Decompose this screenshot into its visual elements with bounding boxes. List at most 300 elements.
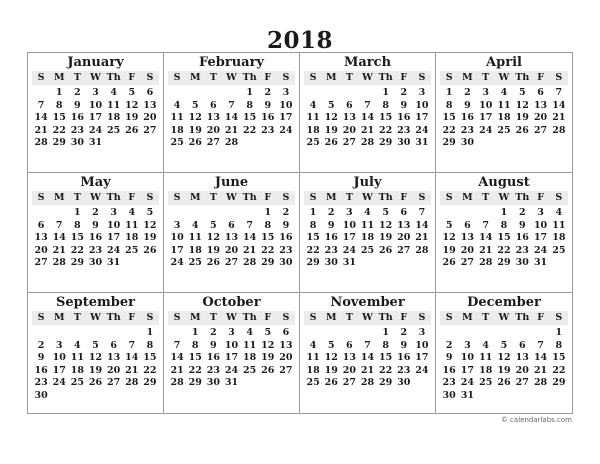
day-cell: 15 [188,352,202,363]
day-cell: 27 [342,137,356,148]
day-cell: 12 [261,339,275,351]
weekday-label: S [309,192,317,203]
day-cell: 14 [243,232,257,243]
day-cell: 14 [479,232,493,243]
weekday-label: S [173,72,181,83]
day-cell: 17 [224,352,239,363]
weekday-label: S [309,312,317,323]
day-cell: 27 [460,257,475,268]
day-cell: 17 [342,232,356,243]
day-cell: 5 [500,339,508,351]
day-cell: 14 [125,352,139,363]
empty-day-cell [32,87,50,100]
day-cell: 12 [88,352,103,363]
day-cell: 19 [379,232,393,243]
day-cell: 8 [74,219,81,231]
empty-day-cell [440,207,458,220]
day-cell: 4 [482,339,490,351]
day-grid [168,327,295,390]
weekday-label: S [37,312,45,323]
day-cell: 20 [224,244,239,256]
day-cell: 2 [518,207,526,218]
weekday-label: M [189,312,201,323]
weekday-label: M [189,72,201,83]
day-cell: 11 [360,219,375,231]
day-cell: 10 [224,339,239,351]
day-cell: 28 [34,137,48,148]
day-cell: 29 [261,257,275,268]
day-cell: 14 [170,352,184,363]
day-cell: 21 [52,244,66,256]
weekday-label: S [418,192,426,203]
weekday-header [440,311,568,325]
weekday-label: M [53,312,65,323]
day-cell: 27 [342,377,356,388]
day-cell: 10 [170,232,184,243]
day-cell: 27 [224,257,239,268]
day-cell: 19 [88,364,103,376]
day-cell: 12 [143,219,157,231]
day-cell: 3 [346,207,353,218]
day-grid [304,327,431,390]
day-cell: 21 [170,364,184,376]
month-name: October [202,295,261,310]
day-cell: 11 [70,352,84,363]
day-cell: 31 [415,137,429,148]
day-cell: 29 [52,137,66,148]
day-cell: 12 [442,232,456,243]
day-cell: 8 [309,219,317,231]
day-cell: 6 [400,207,408,218]
day-cell: 2 [92,207,99,218]
day-cell: 24 [224,364,239,376]
weekday-label: Th [106,72,121,83]
weekday-label: S [555,72,563,83]
weekday-label: F [264,72,272,83]
empty-day-cell [204,207,222,220]
day-cell: 6 [537,87,544,98]
day-cell: 4 [173,99,181,111]
month-name: December [467,295,541,310]
day-cell: 16 [206,352,220,363]
weekday-label: W [362,192,373,203]
weekday-label: W [498,72,510,83]
weekday-label: F [128,192,136,203]
day-cell: 12 [206,232,220,243]
day-cell: 4 [309,99,317,111]
day-cell: 3 [282,87,290,98]
day-cell: 4 [500,87,508,98]
day-cell: 7 [537,339,544,351]
day-cell: 5 [518,87,526,98]
day-cell: 11 [552,219,566,231]
weekday-label: W [90,72,101,83]
day-cell: 4 [128,207,136,218]
weekday-header [32,71,159,85]
day-cell: 8 [55,99,63,111]
weekday-label: T [209,192,217,203]
day-cell: 31 [107,257,121,268]
day-cell: 18 [125,232,139,243]
day-cell: 4 [74,339,81,351]
day-cell: 14 [360,112,375,123]
day-cell: 30 [515,257,529,268]
day-cell: 25 [107,124,121,136]
empty-day-cell [495,327,513,340]
day-cell: 24 [107,244,121,256]
weekday-label: S [146,72,154,83]
day-cell: 23 [261,124,275,136]
month-name: May [80,175,111,190]
day-cell: 19 [188,124,202,136]
day-cell: 22 [379,124,393,136]
weekday-label: F [537,192,544,203]
weekday-label: S [282,72,290,83]
day-cell: 25 [243,364,257,376]
weekday-label: T [73,192,81,203]
day-cell: 7 [418,207,426,218]
empty-day-cell [168,327,186,340]
day-cell: 6 [282,327,290,338]
day-cell: 28 [552,124,566,136]
weekday-label: F [128,72,136,83]
day-cell: 4 [110,87,117,98]
day-cell: 30 [70,137,84,148]
weekday-label: S [445,72,453,83]
day-cell: 27 [34,257,48,268]
weekday-label: Th [106,312,121,323]
month-october [164,293,300,413]
weekday-label: F [264,192,272,203]
day-cell: 19 [324,364,338,376]
day-cell: 30 [324,257,338,268]
day-cell: 19 [515,112,529,123]
empty-day-cell [50,207,68,220]
day-cell: 4 [364,207,371,218]
day-cell: 3 [173,219,181,231]
day-cell: 22 [442,124,456,136]
weekday-label: F [264,312,272,323]
empty-day-cell [168,87,186,100]
day-cell: 8 [191,339,199,351]
empty-day-cell [458,327,476,340]
day-cell: 7 [364,99,371,111]
day-cell: 6 [346,99,353,111]
day-cell: 3 [110,207,117,218]
day-cell: 16 [397,352,411,363]
day-cell: 26 [125,124,139,136]
weekday-label: S [309,72,317,83]
day-cell: 19 [125,112,139,123]
month-july [300,173,436,293]
day-grid [304,87,431,150]
day-cell: 18 [188,244,202,256]
day-cell: 24 [479,124,493,136]
day-cell: 28 [533,377,548,388]
weekday-label: F [400,72,408,83]
day-cell: 3 [55,339,63,351]
day-cell: 24 [88,124,103,136]
weekday-header [304,311,431,325]
day-cell: 2 [264,87,272,98]
day-cell: 8 [445,99,453,111]
day-cell: 12 [125,99,139,111]
day-cell: 15 [379,352,393,363]
day-cell: 26 [515,124,529,136]
day-cell: 14 [34,112,48,123]
day-cell: 14 [52,232,66,243]
day-cell: 1 [445,87,453,98]
day-cell: 21 [125,364,139,376]
day-cell: 16 [324,232,338,243]
weekday-label: Th [242,72,257,83]
day-cell: 12 [515,99,529,111]
day-cell: 20 [533,112,548,123]
day-cell: 10 [88,99,103,111]
weekday-label: Th [515,72,530,83]
month-march [300,53,436,173]
day-cell: 2 [37,339,45,351]
day-cell: 19 [143,232,157,243]
day-cell: 4 [555,207,563,218]
month-august [436,173,572,293]
day-cell: 13 [460,232,475,243]
weekday-label: M [53,72,65,83]
day-cell: 5 [445,219,453,231]
empty-day-cell [340,327,358,340]
day-cell: 8 [500,219,508,231]
day-cell: 2 [210,327,217,338]
day-cell: 17 [107,232,121,243]
weekday-label: W [498,192,510,203]
day-cell: 17 [170,244,184,256]
day-cell: 26 [497,377,511,388]
weekday-label: W [362,312,373,323]
day-cell: 22 [552,364,566,376]
empty-day-cell [513,327,531,340]
month-november [300,293,436,413]
day-cell: 1 [309,207,317,218]
day-cell: 14 [224,112,239,123]
day-cell: 23 [206,364,220,376]
day-cell: 8 [555,339,563,351]
day-cell: 13 [279,339,293,351]
day-cell: 18 [360,232,375,243]
day-cell: 9 [518,219,526,231]
day-cell: 7 [482,219,490,231]
weekday-label: T [345,192,353,203]
day-cell: 28 [170,377,184,388]
day-cell: 29 [379,137,393,148]
empty-day-cell [168,207,186,220]
day-cell: 7 [173,339,181,351]
day-cell: 21 [415,232,429,243]
day-cell: 27 [206,137,220,148]
day-grid [304,207,431,270]
day-cell: 30 [206,377,220,388]
weekday-label: S [555,192,563,203]
day-cell: 7 [364,339,371,351]
day-cell: 17 [279,112,293,123]
day-cell: 8 [264,219,272,231]
day-cell: 31 [342,257,356,268]
day-cell: 29 [143,377,157,388]
day-cell: 13 [342,112,356,123]
day-cell: 27 [533,124,548,136]
empty-day-cell [222,87,240,100]
empty-day-cell [358,327,376,340]
weekday-label: T [209,312,217,323]
empty-day-cell [340,87,358,100]
day-cell: 11 [306,112,320,123]
day-cell: 26 [261,364,275,376]
year-title: 2018 [266,27,333,54]
empty-day-cell [105,327,123,340]
day-cell: 20 [34,244,48,256]
day-cell: 22 [52,124,66,136]
empty-day-cell [322,87,340,100]
weekday-header [168,311,295,325]
calendar-grid [27,52,573,414]
weekday-label: M [462,312,473,323]
day-cell: 19 [497,364,511,376]
day-cell: 3 [228,327,235,338]
weekday-label: Th [242,312,257,323]
weekday-label: F [400,192,408,203]
day-cell: 9 [264,99,272,111]
day-cell: 25 [70,377,84,388]
day-cell: 26 [442,257,456,268]
day-cell: 26 [88,377,103,388]
day-cell: 24 [415,364,429,376]
day-cell: 3 [464,339,471,351]
weekday-label: M [325,192,337,203]
day-grid [32,207,159,270]
weekday-label: F [128,312,136,323]
weekday-label: Th [515,192,530,203]
weekday-header [168,71,295,85]
day-cell: 6 [518,339,526,351]
day-cell: 5 [191,99,199,111]
day-cell: 9 [400,99,408,111]
day-cell: 29 [552,377,566,388]
day-cell: 30 [88,257,103,268]
weekday-label: T [482,312,490,323]
weekday-header [304,71,431,85]
empty-day-cell [32,207,50,220]
weekday-label: S [37,192,45,203]
day-grid [168,87,295,150]
day-cell: 7 [228,99,235,111]
weekday-label: S [445,312,453,323]
month-name: November [330,295,405,310]
weekday-label: W [226,312,237,323]
day-cell: 24 [279,124,293,136]
empty-day-cell [241,207,259,220]
day-cell: 20 [107,364,121,376]
day-cell: 18 [479,364,493,376]
day-cell: 16 [279,232,293,243]
day-cell: 21 [479,244,493,256]
day-cell: 25 [497,124,511,136]
empty-day-cell [304,87,322,100]
day-cell: 10 [342,219,356,231]
day-cell: 11 [306,352,320,363]
day-cell: 5 [146,207,154,218]
site-credit: © calendarlabs.com [500,416,572,424]
empty-day-cell [123,327,141,340]
day-cell: 15 [261,232,275,243]
day-cell: 4 [191,219,199,231]
day-cell: 27 [143,124,157,136]
day-cell: 18 [552,232,566,243]
day-cell: 22 [188,364,202,376]
weekday-header [32,191,159,205]
month-name: August [478,175,530,190]
weekday-label: F [537,72,544,83]
day-cell: 13 [533,99,548,111]
month-may [28,173,164,293]
day-cell: 16 [460,112,475,123]
empty-day-cell [322,327,340,340]
day-cell: 30 [460,137,475,148]
weekday-label: M [189,192,201,203]
day-cell: 28 [224,137,239,148]
day-cell: 24 [52,377,66,388]
day-grid [440,327,568,402]
day-cell: 25 [479,377,493,388]
day-cell: 24 [170,257,184,268]
day-cell: 10 [460,352,475,363]
day-cell: 20 [460,244,475,256]
weekday-label: S [282,312,290,323]
day-cell: 3 [418,87,426,98]
day-cell: 17 [52,364,66,376]
weekday-label: F [537,312,544,323]
weekday-label: M [325,312,337,323]
day-cell: 10 [479,99,493,111]
day-cell: 3 [482,87,490,98]
weekday-label: S [282,192,290,203]
day-cell: 21 [224,124,239,136]
day-cell: 1 [246,87,253,98]
weekday-label: W [226,72,237,83]
empty-day-cell [440,327,458,340]
day-cell: 27 [397,244,411,256]
day-grid [32,87,159,150]
day-cell: 20 [206,124,220,136]
day-cell: 9 [74,99,81,111]
day-cell: 18 [70,364,84,376]
day-cell: 29 [379,377,393,388]
day-cell: 12 [324,352,338,363]
day-cell: 8 [382,99,389,111]
weekday-label: S [445,192,453,203]
month-name: March [343,55,392,70]
day-cell: 21 [243,244,257,256]
day-cell: 24 [342,244,356,256]
weekday-label: T [482,72,490,83]
day-cell: 2 [464,87,471,98]
day-cell: 19 [442,244,456,256]
day-grid [168,207,295,270]
month-september [28,293,164,413]
day-cell: 5 [327,99,335,111]
day-cell: 3 [537,207,544,218]
day-cell: 18 [306,124,320,136]
day-cell: 4 [246,327,253,338]
weekday-label: T [73,72,81,83]
